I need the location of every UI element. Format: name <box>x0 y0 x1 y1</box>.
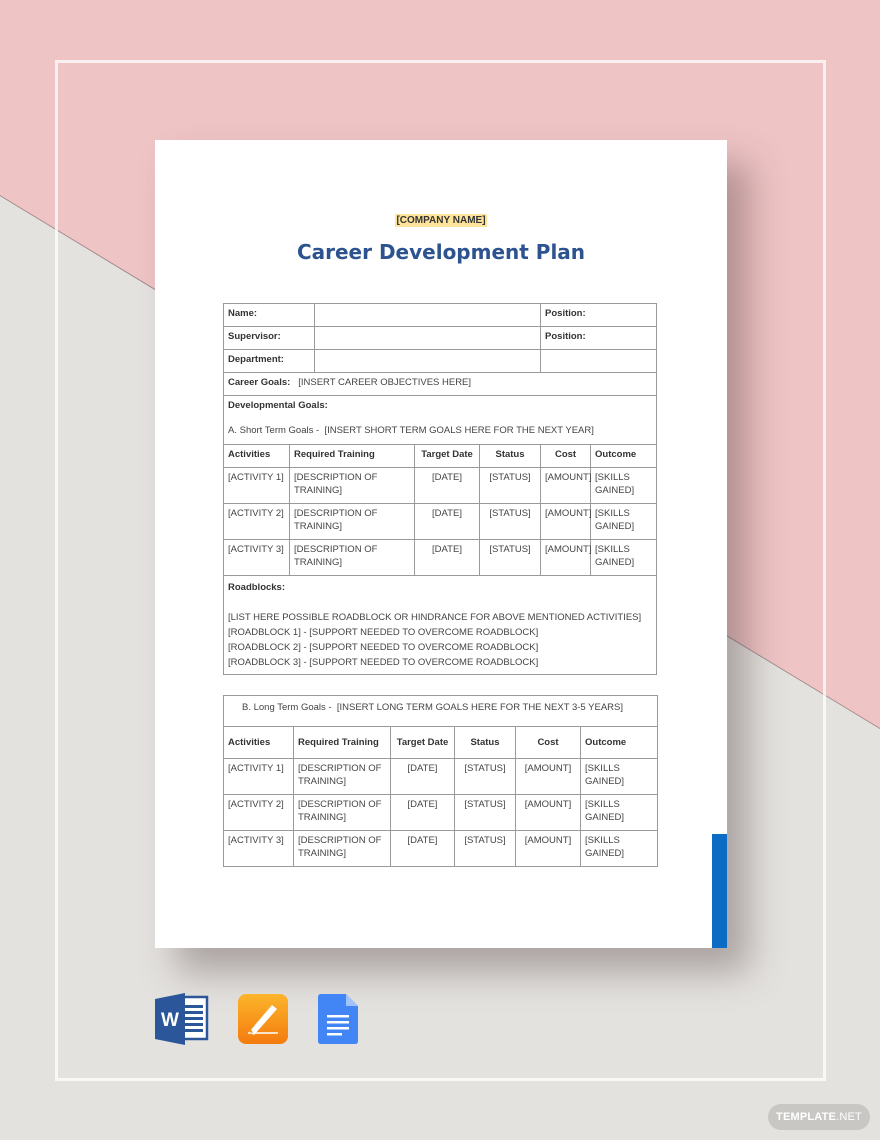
column-header: Outcome <box>591 445 657 468</box>
column-header: Outcome <box>581 727 658 759</box>
activity-cell: [ACTIVITY 1] <box>224 759 294 795</box>
table-row <box>224 795 658 831</box>
table-row <box>224 759 658 795</box>
column-header: Cost <box>516 727 581 759</box>
roadblock-line: [LIST HERE POSSIBLE ROADBLOCK OR HINDRANCE FOR ABOVE MENTIONED ACTIVITIES] <box>228 612 642 623</box>
long-term-goals-table <box>223 695 658 867</box>
cost-cell: [AMOUNT] <box>516 831 581 867</box>
outcome-cell: [SKILLS GAINED] <box>581 759 658 795</box>
roadblock-line: [ROADBLOCK 1] - [SUPPORT NEEDED TO OVERCOME ROADBLOCK] <box>228 627 539 638</box>
table-row <box>224 576 657 675</box>
supervisor-position-label: Position: <box>541 327 657 350</box>
status-cell: [STATUS] <box>480 540 541 576</box>
table-row <box>224 696 658 727</box>
career-goals-value: [INSERT CAREER OBJECTIVES HERE] <box>298 377 472 388</box>
status-cell: [STATUS] <box>480 468 541 504</box>
column-header: Target Date <box>415 445 480 468</box>
roadblocks-cell <box>224 576 657 675</box>
outcome-cell: [SKILLS GAINED] <box>581 831 658 867</box>
column-header: Activities <box>224 727 294 759</box>
cost-cell: [AMOUNT] <box>541 504 591 540</box>
column-header: Required Training <box>294 727 391 759</box>
accent-bar <box>712 834 727 948</box>
document-page <box>155 140 727 948</box>
department-field[interactable] <box>315 350 541 373</box>
company-name-text: [COMPANY NAME] <box>396 215 486 226</box>
column-header: Status <box>455 727 516 759</box>
short-term-goals-value: [INSERT SHORT TERM GOALS HERE FOR THE NEXT YEAR] <box>324 425 594 436</box>
outcome-cell: [SKILLS GAINED] <box>591 468 657 504</box>
date-cell: [DATE] <box>415 468 480 504</box>
google-docs-icon[interactable] <box>318 993 358 1045</box>
company-name <box>155 210 727 228</box>
watermark-bold-text: TEMPLATE <box>776 1111 837 1123</box>
table-header-row <box>224 445 657 468</box>
cost-cell: [AMOUNT] <box>541 468 591 504</box>
cost-cell: [AMOUNT] <box>516 759 581 795</box>
date-cell: [DATE] <box>391 795 455 831</box>
long-term-goals-cell <box>224 696 658 727</box>
microsoft-word-icon[interactable] <box>155 993 209 1045</box>
outcome-cell: [SKILLS GAINED] <box>591 504 657 540</box>
column-header: Status <box>480 445 541 468</box>
watermark-light-text: .NET <box>836 1111 862 1123</box>
date-cell: [DATE] <box>415 540 480 576</box>
training-cell: [DESCRIPTION OF TRAINING] <box>294 795 391 831</box>
table-row <box>224 327 657 350</box>
position-label: Position: <box>541 304 657 327</box>
short-term-goals-line <box>228 424 652 437</box>
outcome-cell: [SKILLS GAINED] <box>581 795 658 831</box>
status-cell: [STATUS] <box>455 759 516 795</box>
date-cell: [DATE] <box>415 504 480 540</box>
table-row <box>224 304 657 327</box>
cost-cell: [AMOUNT] <box>516 795 581 831</box>
column-header: Required Training <box>290 445 415 468</box>
status-cell: [STATUS] <box>455 831 516 867</box>
training-cell: [DESCRIPTION OF TRAINING] <box>290 504 415 540</box>
activity-cell: [ACTIVITY 3] <box>224 540 290 576</box>
svg-text:W: W <box>161 1010 179 1031</box>
column-header: Cost <box>541 445 591 468</box>
roadblock-line: [ROADBLOCK 2] - [SUPPORT NEEDED TO OVERCOME ROADBLOCK] <box>228 642 539 653</box>
template-net-watermark[interactable] <box>768 1104 870 1130</box>
activity-cell: [ACTIVITY 2] <box>224 795 294 831</box>
name-label: Name: <box>224 304 315 327</box>
roadblock-line: [ROADBLOCK 3] - [SUPPORT NEEDED TO OVERCOME ROADBLOCK] <box>228 657 539 668</box>
supervisor-label: Supervisor: <box>224 327 315 350</box>
developmental-goals-label: Developmental Goals: <box>228 400 328 411</box>
table-row <box>224 373 657 396</box>
date-cell: [DATE] <box>391 831 455 867</box>
table-row <box>224 468 657 504</box>
developmental-goals-cell <box>224 396 657 445</box>
table-row <box>224 831 658 867</box>
department-extra-field[interactable] <box>541 350 657 373</box>
career-goals-label: Career Goals: <box>228 377 291 388</box>
long-term-goals-value: [INSERT LONG TERM GOALS HERE FOR THE NEXT 3-5 YEARS] <box>336 702 624 713</box>
page-title: Career Development Plan <box>296 240 586 264</box>
cost-cell: [AMOUNT] <box>541 540 591 576</box>
career-goals-cell <box>224 373 657 396</box>
outcome-cell: [SKILLS GAINED] <box>591 540 657 576</box>
training-cell: [DESCRIPTION OF TRAINING] <box>290 540 415 576</box>
date-cell: [DATE] <box>391 759 455 795</box>
activity-cell: [ACTIVITY 3] <box>224 831 294 867</box>
column-header: Activities <box>224 445 290 468</box>
table-row <box>224 350 657 373</box>
name-field[interactable] <box>315 304 541 327</box>
column-header: Target Date <box>391 727 455 759</box>
training-cell: [DESCRIPTION OF TRAINING] <box>294 759 391 795</box>
supervisor-field[interactable] <box>315 327 541 350</box>
table-row <box>224 540 657 576</box>
table-header-row <box>224 727 658 759</box>
apple-pages-icon[interactable] <box>238 993 288 1045</box>
status-cell: [STATUS] <box>455 795 516 831</box>
long-term-goals-label: B. Long Term Goals - <box>242 702 332 713</box>
activity-cell: [ACTIVITY 2] <box>224 504 290 540</box>
department-label: Department: <box>224 350 315 373</box>
table-row <box>224 504 657 540</box>
table-row <box>224 396 657 445</box>
training-cell: [DESCRIPTION OF TRAINING] <box>290 468 415 504</box>
short-term-goals-label: A. Short Term Goals - <box>228 425 320 436</box>
status-cell: [STATUS] <box>480 504 541 540</box>
activity-cell: [ACTIVITY 1] <box>224 468 290 504</box>
roadblocks-label: Roadblocks: <box>228 582 286 593</box>
career-plan-table <box>223 303 657 675</box>
training-cell: [DESCRIPTION OF TRAINING] <box>294 831 391 867</box>
